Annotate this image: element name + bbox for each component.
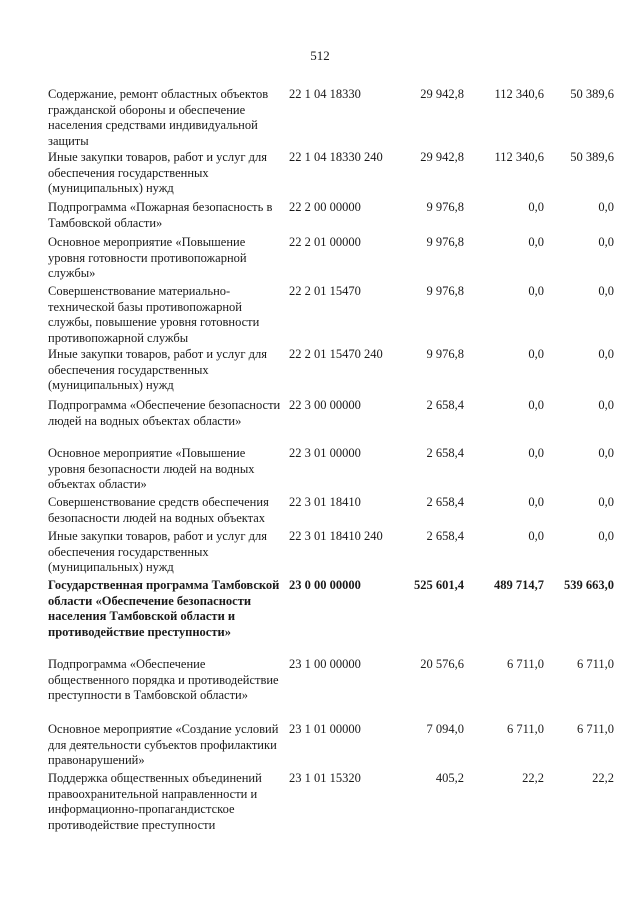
row-value-3: 0,0 bbox=[598, 200, 614, 214]
row-value-2: 0,0 bbox=[528, 347, 544, 361]
row-value-1: 29 942,8 bbox=[420, 87, 464, 101]
row-value-1: 9 976,8 bbox=[426, 235, 464, 249]
row-value-1: 2 658,4 bbox=[426, 446, 464, 460]
row-value-3: 50 389,6 bbox=[570, 87, 614, 101]
row-value-1: 9 976,8 bbox=[426, 347, 464, 361]
row-value-2: 112 340,6 bbox=[494, 150, 544, 164]
row-name: Основное мероприятие «Повышение уровня безопасности людей на водных объектах области» bbox=[48, 446, 255, 491]
row-value-2: 6 711,0 bbox=[506, 722, 544, 736]
row-value-2: 489 714,7 bbox=[494, 578, 544, 592]
row-value-1: 20 576,6 bbox=[420, 657, 464, 671]
row-code: 23 1 01 00000 bbox=[289, 722, 361, 736]
row-name: Поддержка общественных объединений правоохранительной направленности и информационно-пропагандистское противодействие преступности bbox=[48, 771, 262, 832]
row-value-1: 7 094,0 bbox=[426, 722, 464, 736]
row-value-3: 0,0 bbox=[598, 347, 614, 361]
row-code: 22 3 01 18410 240 bbox=[289, 529, 383, 543]
row-value-3: 0,0 bbox=[598, 495, 614, 509]
row-value-3: 0,0 bbox=[598, 529, 614, 543]
row-value-3: 6 711,0 bbox=[576, 722, 614, 736]
row-value-1: 9 976,8 bbox=[426, 200, 464, 214]
row-value-2: 0,0 bbox=[528, 495, 544, 509]
row-value-3: 0,0 bbox=[598, 398, 614, 412]
row-value-1: 29 942,8 bbox=[420, 150, 464, 164]
row-value-3: 0,0 bbox=[598, 446, 614, 460]
row-value-2: 0,0 bbox=[528, 529, 544, 543]
row-value-3: 539 663,0 bbox=[564, 578, 614, 592]
row-code: 22 2 01 00000 bbox=[289, 235, 361, 249]
row-name: Совершенствование материально-технической базы противопожарной службы, повышение уровня готовности противопожарной службы bbox=[48, 284, 260, 345]
row-code: 22 2 00 00000 bbox=[289, 200, 361, 214]
row-value-3: 0,0 bbox=[598, 235, 614, 249]
row-name: Иные закупки товаров, работ и услуг для обеспечения государственных (муниципальных) нужд bbox=[48, 529, 268, 574]
row-code: 22 1 04 18330 240 bbox=[289, 150, 383, 164]
row-value-2: 0,0 bbox=[528, 235, 544, 249]
row-value-2: 22,2 bbox=[522, 771, 544, 785]
row-name: Иные закупки товаров, работ и услуг для обеспечения государственных (муниципальных) нужд bbox=[48, 347, 268, 392]
row-value-1: 525 601,4 bbox=[414, 578, 464, 592]
row-value-3: 0,0 bbox=[598, 284, 614, 298]
row-code: 23 1 01 15320 bbox=[289, 771, 361, 785]
row-name: Подпрограмма «Пожарная безопасность в Тамбовской области» bbox=[48, 200, 273, 230]
row-code: 22 3 01 00000 bbox=[289, 446, 361, 460]
row-name: Основное мероприятие «Создание условий для деятельности субъектов профилактики правонарушений» bbox=[48, 722, 279, 767]
row-name: Иные закупки товаров, работ и услуг для обеспечения государственных (муниципальных) нужд bbox=[48, 150, 268, 195]
row-name: Содержание, ремонт областных объектов гражданской обороны и обеспечение населения средствами индивидуальной защиты bbox=[48, 87, 269, 148]
row-value-2: 0,0 bbox=[528, 398, 544, 412]
row-name: Основное мероприятие «Повышение уровня готовности противопожарной службы» bbox=[48, 235, 247, 280]
row-value-2: 0,0 bbox=[528, 284, 544, 298]
row-code: 22 2 01 15470 240 bbox=[289, 347, 383, 361]
row-value-1: 2 658,4 bbox=[426, 495, 464, 509]
row-code: 22 1 04 18330 bbox=[289, 87, 361, 101]
row-name: Подпрограмма «Обеспечение общественного порядка и противодействие преступности в Тамбовской области» bbox=[48, 657, 279, 702]
row-value-1: 9 976,8 bbox=[426, 284, 464, 298]
page-number: 512 bbox=[310, 48, 330, 63]
row-code: 22 2 01 15470 bbox=[289, 284, 361, 298]
row-code: 23 0 00 00000 bbox=[289, 578, 361, 592]
row-value-1: 2 658,4 bbox=[426, 398, 464, 412]
row-value-3: 22,2 bbox=[592, 771, 614, 785]
row-value-2: 0,0 bbox=[528, 200, 544, 214]
row-value-2: 6 711,0 bbox=[506, 657, 544, 671]
row-value-3: 50 389,6 bbox=[570, 150, 614, 164]
row-code: 22 3 01 18410 bbox=[289, 495, 361, 509]
row-value-1: 405,2 bbox=[435, 771, 464, 785]
row-value-2: 112 340,6 bbox=[494, 87, 544, 101]
row-value-2: 0,0 bbox=[528, 446, 544, 460]
row-value-3: 6 711,0 bbox=[576, 657, 614, 671]
row-code: 22 3 00 00000 bbox=[289, 398, 361, 412]
row-name: Подпрограмма «Обеспечение безопасности людей на водных объектах области» bbox=[48, 398, 281, 428]
row-name: Государственная программа Тамбовской области «Обеспечение безопасности населения Тамбовской области и противодействие преступности» bbox=[48, 578, 280, 639]
row-code: 23 1 00 00000 bbox=[289, 657, 361, 671]
row-name: Совершенствование средств обеспечения безопасности людей на водных объектах bbox=[48, 495, 269, 525]
row-value-1: 2 658,4 bbox=[426, 529, 464, 543]
